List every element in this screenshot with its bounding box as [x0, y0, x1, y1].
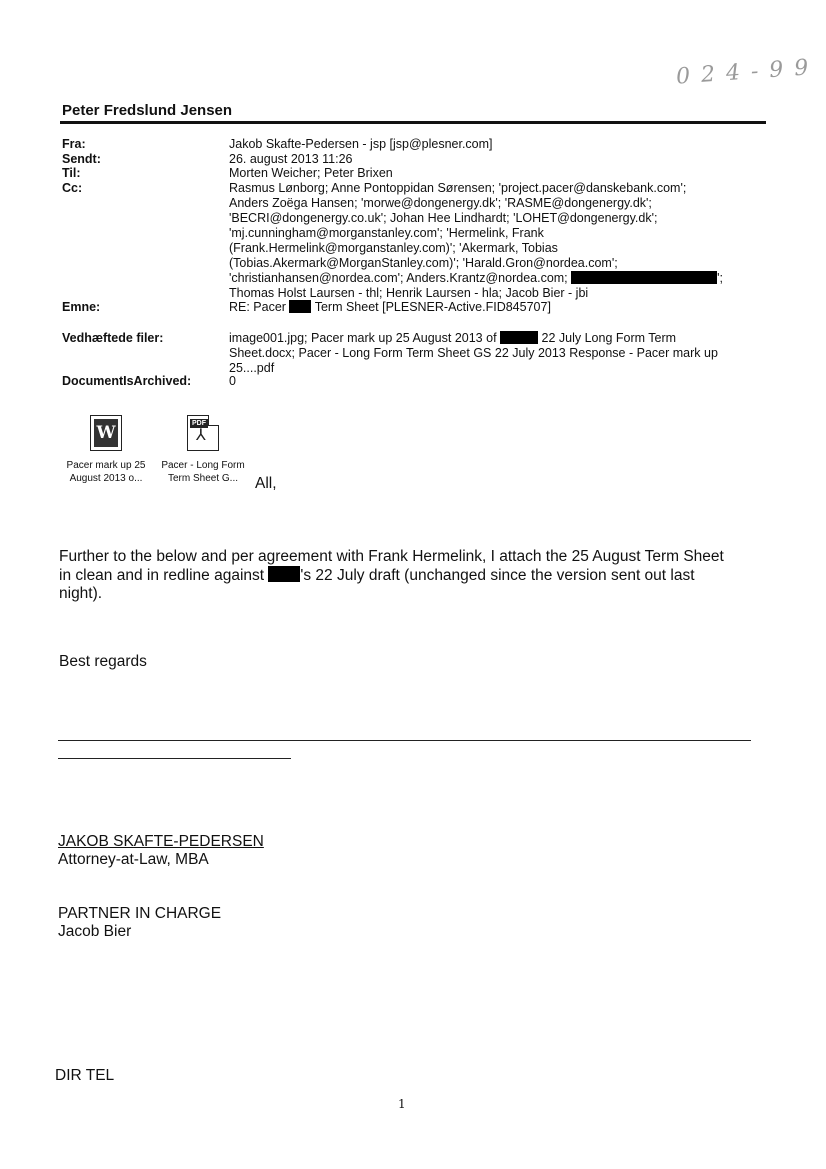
cc-line-text: 'christianhansen@nordea.com'; Anders.Krantz@nordea.com; [229, 271, 568, 285]
partner-label: PARTNER IN CHARGE [58, 905, 222, 922]
attachment-name: Term Sheet G... [167, 473, 239, 484]
subject-prefix: RE: Pacer [229, 300, 286, 314]
attachment-word-file[interactable] [57, 415, 155, 485]
word-document-icon: W [90, 415, 122, 451]
attachment-name: Pacer - Long Form [161, 460, 245, 471]
paragraph-line [59, 566, 779, 585]
attachments-label: Vedhæftede filer: [62, 331, 164, 345]
redaction-block [571, 271, 717, 284]
subject-label: Emne: [62, 300, 101, 314]
signature-name: JAKOB SKAFTE-PEDERSEN [58, 833, 264, 850]
subject-value [229, 300, 769, 315]
cc-line: 'mj.cunningham@morganstanley.com'; 'Hermelink, Frank [229, 226, 544, 240]
sent-value: 26. august 2013 11:26 [229, 152, 353, 166]
cc-line: (Frank.Hermelink@morganstanley.com)'; 'Akermark, Tobias [229, 241, 558, 255]
from-label: Fra: [62, 137, 86, 151]
attachment-name: August 2013 o... [69, 473, 143, 484]
paragraph-line: Further to the below and per agreement with Frank Hermelink, I attach the 25 August Term Sheet [59, 548, 724, 565]
cc-line: Thomas Holst Laursen - thl; Henrik Laursen - hla; Jacob Bier - jbi [229, 286, 589, 300]
greeting: All, [255, 475, 277, 492]
archived-value: 0 [229, 374, 236, 388]
cc-value [229, 181, 769, 301]
partner-name: Jacob Bier [58, 923, 132, 940]
cc-line: (Tobias.Akermark@MorganStanley.com)'; 'Harald.Gron@nordea.com'; [229, 256, 618, 270]
cc-line: 'BECRI@dongenergy.co.uk'; Johan Hee Lindhardt; 'LOHET@dongenergy.dk'; [229, 211, 658, 225]
attachments-value [229, 331, 769, 376]
attachments-line: Sheet.docx; Pacer - Long Form Term Sheet GS 22 July 2013 Response - Pacer mark up [229, 346, 718, 360]
redaction-block [289, 300, 311, 313]
page-number: 1 [398, 1097, 406, 1111]
header-divider [60, 121, 766, 124]
paragraph-text: 's 22 July draft (unchanged since the version sent out last [300, 567, 695, 584]
attachments-line-text: 22 July Long Form Term [541, 331, 677, 345]
signature-divider [58, 740, 751, 741]
document-owner-name: Peter Fredslund Jensen [62, 102, 233, 119]
redaction-block [268, 566, 300, 582]
signature-title: Attorney-at-Law, MBA [58, 851, 209, 868]
body-paragraph [59, 548, 779, 603]
paragraph-text: in clean and in redline against [59, 567, 265, 584]
to-label: Til: [62, 166, 81, 180]
cc-line: Anders Zoëga Hansen; 'morwe@dongenergy.dk'; 'RASME@dongenergy.dk'; [229, 196, 652, 210]
redaction-block [500, 331, 538, 344]
cc-line-tail: '; [717, 271, 724, 285]
subject-suffix: Term Sheet [PLESNER-Active.FID845707] [314, 300, 551, 314]
attachment-name: Pacer mark up 25 [66, 460, 146, 471]
sent-label: Sendt: [62, 152, 101, 166]
attachments-line-text: image001.jpg; Pacer mark up 25 August 2013 of [229, 331, 497, 345]
cc-label: Cc: [62, 181, 83, 195]
cc-line [229, 271, 769, 286]
attachments-line [229, 331, 769, 346]
pdf-document-icon: PDF ⅄ [187, 415, 219, 451]
handwritten-annotation: 0 2 4 - 9 9 [675, 55, 812, 90]
paragraph-line: night). [59, 585, 103, 602]
closing: Best regards [59, 653, 147, 670]
attachment-pdf-file[interactable] [154, 415, 252, 485]
signature-divider-short [58, 758, 291, 759]
from-value: Jakob Skafte-Pedersen - jsp [jsp@plesner.com] [229, 137, 493, 151]
cc-line: Rasmus Lønborg; Anne Pontoppidan Sørensen; 'project.pacer@danskebank.com'; [229, 181, 687, 195]
to-value: Morten Weicher; Peter Brixen [229, 166, 393, 180]
dir-tel-label: DIR TEL [55, 1067, 115, 1084]
attachments-line: 25....pdf [229, 361, 275, 375]
archived-label: DocumentIsArchived: [62, 374, 192, 388]
